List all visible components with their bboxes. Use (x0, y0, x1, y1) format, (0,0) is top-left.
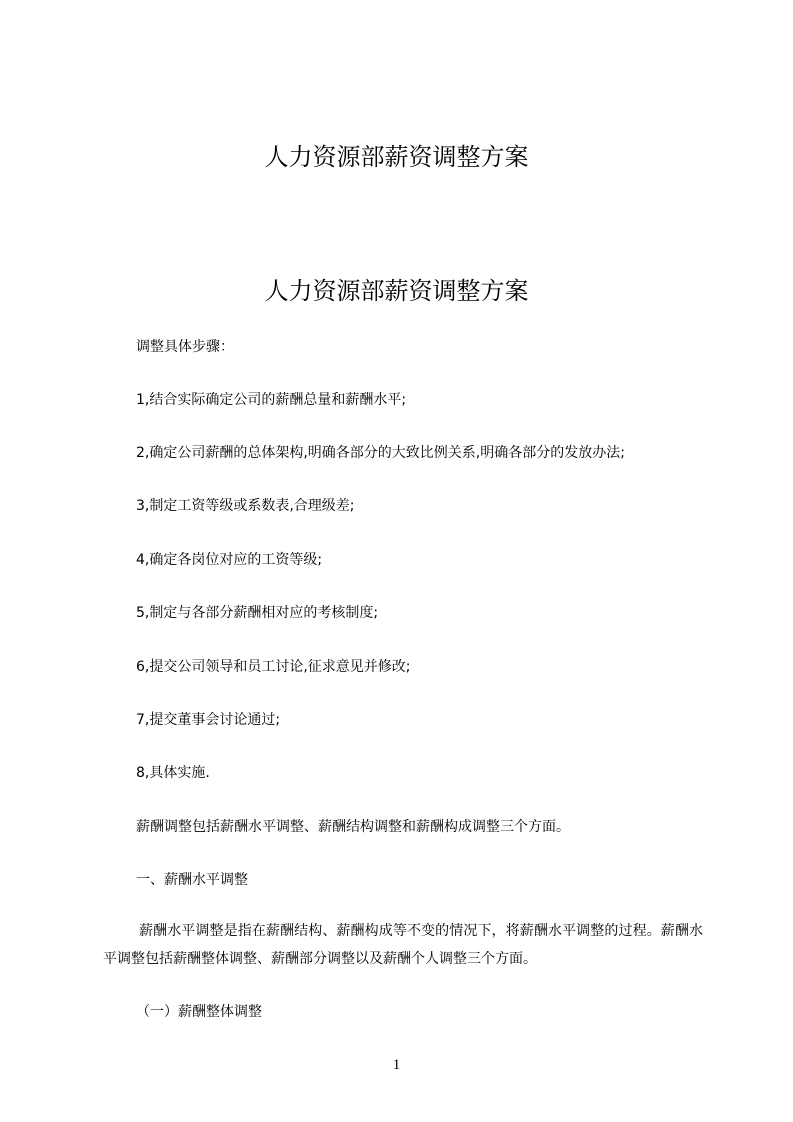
step-item-7: 7,提交董事会讨论通过; (136, 712, 281, 728)
steps-heading: 调整具体步骤： (136, 339, 234, 355)
step-item-1: 1,结合实际确定公司的薪酬总量和薪酬水平; (136, 392, 407, 408)
step-item-2: 2,确定公司薪酬的总体架构,明确各部分的大致比例关系,明确各部分的发放办法; (136, 445, 625, 461)
subsection-heading-overall-adjustment: （一）薪酬整体调整 (136, 1004, 262, 1020)
section-heading-level-adjustment: 一、薪酬水平调整 (136, 872, 248, 888)
overview-text: 薪酬调整包括薪酬水平调整、薪酬结构调整和薪酬构成调整三个方面。 (136, 819, 570, 835)
step-item-6: 6,提交公司领导和员工讨论,征求意见并修改; (136, 659, 411, 675)
step-item-3: 3,制定工资等级或系数表,合理级差; (136, 498, 355, 514)
step-item-4: 4,确定各岗位对应的工资等级; (136, 552, 323, 568)
section-paragraph-level-adjustment: 薪酬水平调整是指在薪酬结构、薪酬构成等不变的情况下，将薪酬水平调整的过程。薪酬水平调整包括薪酬整体调整、薪酬部分调整以及薪酬个人调整三个方面。 (103, 923, 703, 967)
step-item-5: 5,制定与各部分薪酬相对应的考核制度; (136, 605, 379, 621)
step-item-8: 8,具体实施. (136, 765, 210, 781)
document-title: 人力资源部薪资调整方案 (264, 277, 529, 305)
page-number: 1 (392, 1057, 401, 1073)
cover-title: 人力资源部薪资调整方案 (264, 143, 529, 171)
